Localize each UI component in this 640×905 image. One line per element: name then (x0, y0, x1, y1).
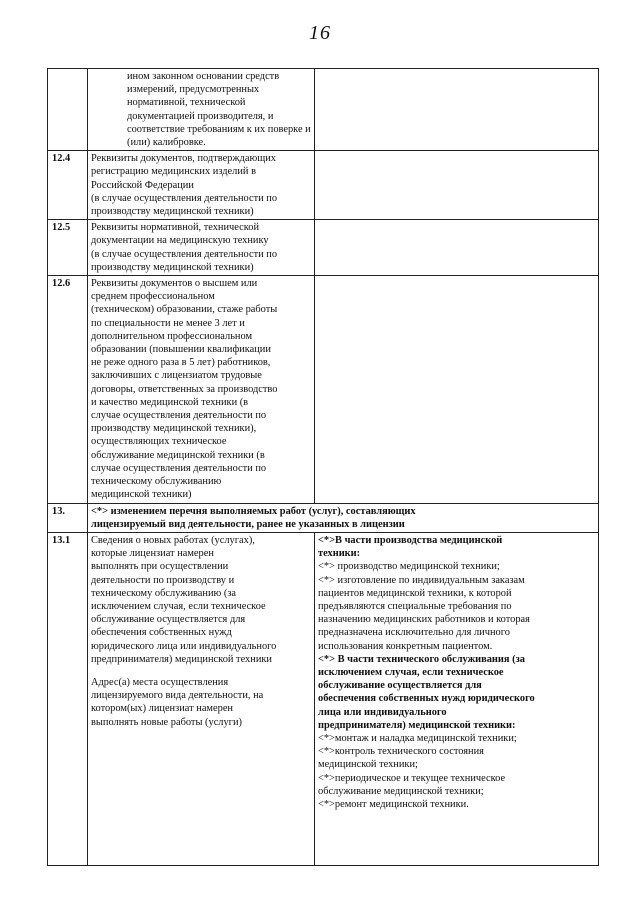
text-line: измерений, предусмотренных (127, 84, 260, 96)
row-number: 12.5 (48, 220, 88, 276)
text-line: Сведения о новых работах (услугах), (91, 534, 255, 546)
text-line: использования конкретным пациентом. (318, 640, 493, 652)
text-line: обслуживание медицинской техники; (318, 785, 484, 797)
text-line: которые лицензиат намерен (91, 548, 214, 560)
checkbox-option[interactable]: <*> производство медицинской техники; (318, 561, 500, 573)
text-line: и качество медицинской техники (в (91, 396, 249, 408)
table-row (48, 151, 599, 220)
row-number: 12.6 (48, 276, 88, 503)
text-line: случае осуществления деятельности по (91, 462, 267, 474)
text-line: обслуживание медицинской техники (в (91, 449, 265, 461)
text-line: регистрацию медицинских изделий в (91, 166, 256, 178)
text-line: выполнять при осуществлении (91, 561, 229, 573)
row-description (88, 276, 315, 503)
application-form-table (47, 68, 599, 866)
text-line: производству медицинской техники), (91, 423, 257, 435)
text-line: исключением случая, если техническое (91, 600, 266, 612)
text-line: предпринимателя) медицинской техники: (318, 719, 516, 731)
text-line: лицензируемого вида деятельности, на (91, 690, 264, 702)
heading-line: лицензируемый вид деятельности, ранее не указанных в лицензии (91, 518, 405, 530)
text-line: документации на медицинскую технику (91, 235, 269, 247)
checkbox-option[interactable]: <*>ремонт медицинской техники. (318, 798, 469, 810)
text-line: обеспечения собственных нужд (91, 627, 232, 639)
text-line: юридического лица или индивидуального (91, 640, 277, 652)
text-line: медицинской техники; (318, 759, 418, 771)
table-row (48, 69, 599, 151)
table-row (48, 532, 599, 865)
heading-line: <*> изменением перечня выполняемых работ (услуг), составляющих (91, 505, 416, 517)
row-value-field[interactable] (315, 276, 599, 503)
row-number: 13.1 (48, 532, 88, 865)
row-value-field[interactable] (315, 69, 599, 151)
text-line: среднем профессиональном (91, 291, 215, 303)
row-number (48, 69, 88, 151)
section-heading-row (48, 503, 599, 532)
text-line: ином законном основании средств (127, 71, 280, 82)
row-number: 13. (48, 503, 88, 532)
text-line: пациентов медицинской техники, к которой (318, 587, 512, 599)
row-value-field[interactable] (315, 220, 599, 276)
text-line: договоры, ответственных за производство (91, 383, 278, 395)
text-line: образовании (повышении квалификации (91, 344, 271, 356)
text-line: предназначена исключительно для личного (318, 627, 510, 639)
spacer (91, 666, 311, 676)
text-line: соответствие требованиям к их поверке и (127, 123, 311, 135)
checkbox-option[interactable]: <*>монтаж и наладка медицинской техники; (318, 732, 517, 744)
text-line: (или) калибровке. (127, 137, 206, 149)
text-line: (в случае осуществления деятельности по (91, 192, 278, 204)
text-line: техники: (318, 548, 361, 560)
text-line: Реквизиты документов, подтверждающих (91, 153, 276, 165)
text-line: осуществляющих техническое (91, 436, 227, 448)
text-line: лица или индивидуального (318, 706, 447, 718)
text-line: (в случае осуществления деятельности по (91, 248, 278, 260)
text-line: деятельности по производству и (91, 574, 235, 586)
text-line: медицинской техники) (91, 489, 192, 501)
work-types-list (315, 532, 599, 865)
section-heading (88, 503, 599, 532)
row-value-field[interactable] (315, 151, 599, 220)
text-line: случае осуществления деятельности по (91, 410, 267, 422)
row-description (88, 532, 315, 865)
text-line: техническому обслуживанию (91, 476, 222, 488)
text-line: нормативной, технической (127, 97, 246, 109)
row-description (88, 69, 315, 151)
row-description (88, 220, 315, 276)
table-row (48, 220, 599, 276)
text-line: не реже одного раза в 5 лет) работников, (91, 357, 271, 369)
checkbox-option[interactable]: <*>контроль технического состояния (318, 746, 484, 758)
text-line: обслуживание осуществляется для (91, 614, 246, 626)
row-number: 12.4 (48, 151, 88, 220)
text-line: выполнять новые работы (услуги) (91, 716, 242, 728)
text-line: котором(ых) лицензиат намерен (91, 703, 233, 715)
text-line: обслуживание осуществляется для (318, 680, 482, 692)
text-line: назначению медицинских работников и которая (318, 614, 530, 626)
checkbox-option[interactable]: <*>В части производства медицинской (318, 534, 503, 546)
text-line: дополнительном профессиональном (91, 330, 253, 342)
text-line: документацией производителя, и (127, 110, 274, 122)
text-line: производству медицинской техники) (91, 206, 254, 218)
text-line: предпринимателя) медицинской техники (91, 653, 272, 665)
table-row (48, 276, 599, 503)
text-line: заключивших с лицензиатом трудовые (91, 370, 262, 382)
page-number: 16 (309, 22, 331, 44)
text-line: Реквизиты нормативной, технической (91, 222, 260, 234)
text-line: производству медицинской техники) (91, 261, 254, 273)
text-line: техническому обслуживанию (за (91, 587, 237, 599)
row-description (88, 151, 315, 220)
text-line: Адрес(а) места осуществления (91, 676, 229, 688)
text-line: исключением случая, если техническое (318, 666, 504, 678)
text-line: обеспечения собственных нужд юридического (318, 693, 535, 705)
text-line: (техническом) образовании, стаже работы (91, 304, 278, 316)
text-line: Российской Федерации (91, 179, 194, 191)
checkbox-option[interactable]: <*>периодическое и текущее техническое (318, 772, 506, 784)
text-line: предъявляются специальные требования по (318, 600, 512, 612)
text-line: по специальности не менее 3 лет и (91, 317, 245, 329)
text-line: Реквизиты документов о высшем или (91, 278, 258, 290)
checkbox-option[interactable]: <*> изготовление по индивидуальным заказам (318, 574, 525, 586)
checkbox-option[interactable]: <*> В части технического обслуживания (за (318, 653, 525, 665)
